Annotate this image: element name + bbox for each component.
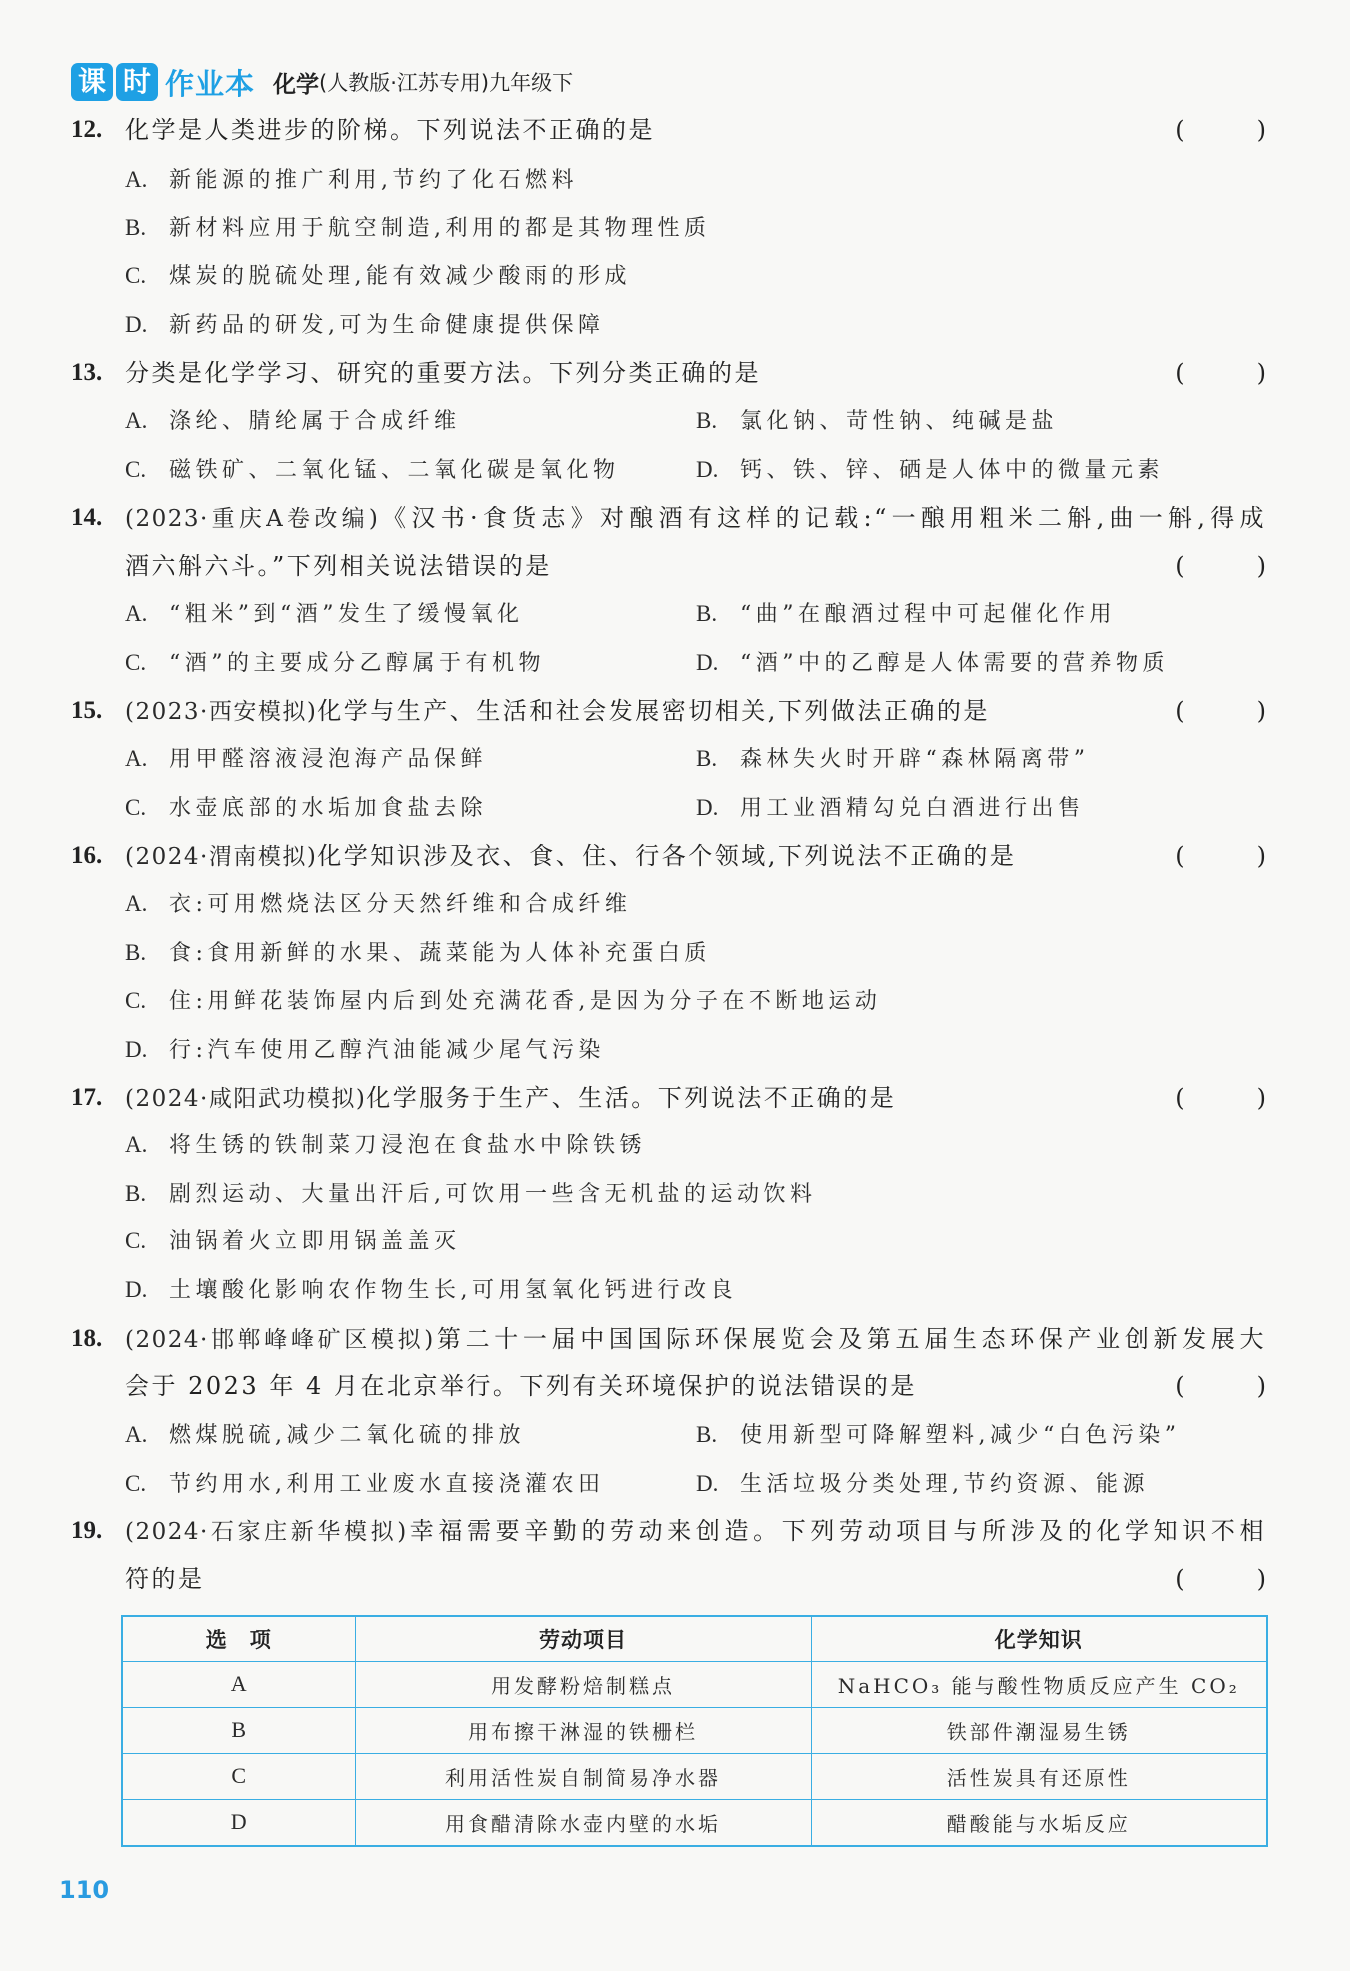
table-cell-option: D <box>122 1799 355 1846</box>
table-cell-labor-item: 用食醋清除水壶内壁的水垢 <box>355 1799 811 1846</box>
option-letter: B. <box>696 1422 718 1447</box>
option-text: 钙、铁、锌、硒是人体中的微量元素 <box>740 458 1165 483</box>
answer-bracket: ( ) <box>1175 842 1266 870</box>
question-stem <box>125 840 1016 872</box>
option-letter: D. <box>696 795 719 820</box>
question-text: 《汉书·食货志》对酿酒有这样的记载:“一酿用粗米二斛,曲一斛,得成 <box>379 504 1266 532</box>
subject-label: 化学 <box>273 71 320 98</box>
option-b <box>696 405 1058 437</box>
option-text: 涤纶、腈纶属于合成纤维 <box>169 409 461 434</box>
option-letter: B. <box>125 215 147 240</box>
question-source: (2024·咸阳武功模拟) <box>125 1086 367 1112</box>
option-text: 土壤酸化影响农作物生长,可用氢氧化钙进行改良 <box>169 1278 737 1303</box>
option-letter: D. <box>125 312 148 337</box>
question-stem <box>125 1323 1266 1355</box>
option-text: 新药品的研发,可为生命健康提供保障 <box>169 313 605 338</box>
option-d <box>696 1468 1149 1500</box>
option-letter: C. <box>125 795 147 820</box>
option-c <box>125 1225 461 1257</box>
table-cell-option: A <box>122 1661 355 1707</box>
option-text: 新能源的推广利用,节约了化石燃料 <box>169 168 578 193</box>
question-source: (2024·渭南模拟) <box>125 844 318 870</box>
option-c <box>125 260 631 292</box>
table-cell-chemistry-knowledge: 铁部件潮湿易生锈 <box>811 1707 1267 1753</box>
answer-bracket: ( ) <box>1175 552 1266 580</box>
table-header-chemistry-knowledge: 化学知识 <box>811 1616 1267 1661</box>
option-text: 燃煤脱硫,减少二氧化硫的排放 <box>169 1423 525 1448</box>
question-number: 15. <box>71 697 103 724</box>
table-cell-option: C <box>122 1753 355 1799</box>
question-source: (2024·石家庄新华模拟) <box>125 1519 408 1545</box>
question-text: 会于 2023 年 4 月在北京举行。下列有关环境保护的说法错误的是 <box>125 1372 917 1400</box>
question-source: (2023·西安模拟) <box>125 699 318 725</box>
option-text: 生活垃圾分类处理,节约资源、能源 <box>740 1472 1149 1497</box>
table-header-option: 选 项 <box>122 1616 355 1661</box>
logo-box: 时 <box>116 63 158 101</box>
page-number: 110 <box>59 1876 110 1904</box>
question-number: 16. <box>71 842 103 869</box>
option-a <box>125 598 524 630</box>
option-letter: D. <box>696 1471 719 1496</box>
option-letter: B. <box>125 1181 147 1206</box>
question-source: (2023·重庆A卷改编) <box>125 506 380 532</box>
question-stem <box>125 1082 896 1114</box>
option-text: 用甲醛溶液浸泡海产品保鲜 <box>169 747 488 772</box>
option-letter: C. <box>125 650 147 675</box>
option-d <box>125 1034 605 1066</box>
answer-bracket: ( ) <box>1175 116 1266 144</box>
option-b <box>696 743 1090 775</box>
question-text: 第二十一届中国国际环保展览会及第五届生态环保产业创新发展大 <box>434 1325 1266 1353</box>
question-text: 酒六斛六斗。”下列相关说法错误的是 <box>125 552 552 580</box>
option-c <box>125 454 620 486</box>
option-text: 行:汽车使用乙醇汽油能减少尾气污染 <box>169 1038 605 1063</box>
question-text: 化学服务于生产、生活。下列说法不正确的是 <box>366 1084 897 1112</box>
option-letter: B. <box>696 408 718 433</box>
option-text: “酒”中的乙醇是人体需要的营养物质 <box>740 651 1169 676</box>
answer-bracket: ( ) <box>1175 1084 1266 1112</box>
question-text: 幸福需要辛勤的劳动来创造。下列劳动项目与所涉及的化学知识不相 <box>407 1517 1266 1545</box>
question-stem <box>125 114 655 146</box>
option-a <box>125 1129 646 1161</box>
question-stem <box>125 695 990 727</box>
option-text: 住:用鲜花装饰屋内后到处充满花香,是因为分子在不断地运动 <box>169 989 882 1014</box>
question-stem-continued <box>125 550 552 582</box>
option-text: 煤炭的脱硫处理,能有效减少酸雨的形成 <box>169 264 631 289</box>
table-header-labor-item: 劳动项目 <box>355 1616 811 1661</box>
option-b <box>125 937 711 969</box>
option-text: “曲”在酿酒过程中可起催化作用 <box>740 602 1116 627</box>
option-letter: C. <box>125 1228 147 1253</box>
option-d <box>696 647 1169 679</box>
option-letter: A. <box>125 601 148 626</box>
question-text: 符的是 <box>125 1565 205 1593</box>
option-letter: B. <box>696 601 718 626</box>
option-c <box>125 1468 605 1500</box>
table-header-row <box>122 1616 1267 1661</box>
logo-box: 课 <box>71 63 113 101</box>
option-letter: C. <box>125 1471 147 1496</box>
option-text: 将生锈的铁制菜刀浸泡在食盐水中除铁锈 <box>169 1133 647 1158</box>
question-text: 分类是化学学习、研究的重要方法。下列分类正确的是 <box>125 359 761 387</box>
table-row <box>122 1753 1267 1799</box>
question-text: 化学与生产、生活和社会发展密切相关,下列做法正确的是 <box>317 697 990 725</box>
answer-bracket: ( ) <box>1175 697 1266 725</box>
logo-text: 作业本 <box>165 66 256 101</box>
option-letter: D. <box>125 1037 148 1062</box>
option-letter: D. <box>696 650 719 675</box>
question-stem-continued <box>125 1563 205 1595</box>
option-letter: A. <box>125 167 148 192</box>
option-text: 磁铁矿、二氧化锰、二氧化碳是氧化物 <box>169 458 620 483</box>
option-d <box>125 309 605 341</box>
question-stem <box>125 357 761 389</box>
table-cell-labor-item: 用布擦干淋湿的铁栅栏 <box>355 1707 811 1753</box>
question-text: 化学知识涉及衣、食、住、行各个领域,下列说法不正确的是 <box>317 842 1017 870</box>
table-cell-labor-item: 利用活性炭自制简易净水器 <box>355 1753 811 1799</box>
option-text: 节约用水,利用工业废水直接浇灌农田 <box>169 1472 605 1497</box>
option-a <box>125 405 461 437</box>
question-stem-continued <box>125 1370 917 1402</box>
option-letter: C. <box>125 988 147 1013</box>
option-c <box>125 985 881 1017</box>
option-letter: B. <box>125 940 147 965</box>
table-cell-option: B <box>122 1707 355 1753</box>
option-a <box>125 1419 525 1451</box>
option-b <box>696 598 1116 630</box>
option-d <box>125 1274 737 1306</box>
option-a <box>125 888 631 920</box>
option-text: “酒”的主要成分乙醇属于有机物 <box>169 651 545 676</box>
table-cell-labor-item: 用发酵粉焙制糕点 <box>355 1661 811 1707</box>
option-a <box>125 164 578 196</box>
option-letter: A. <box>125 408 148 433</box>
question-number: 14. <box>71 504 103 531</box>
answer-bracket: ( ) <box>1175 1565 1266 1593</box>
table-cell-chemistry-knowledge: 醋酸能与水垢反应 <box>811 1799 1267 1846</box>
option-b <box>125 212 711 244</box>
option-c <box>125 792 487 824</box>
option-text: “粗米”到“酒”发生了缓慢氧化 <box>169 602 524 627</box>
table-cell-chemistry-knowledge: 活性炭具有还原性 <box>811 1753 1267 1799</box>
table-row <box>122 1799 1267 1846</box>
option-letter: A. <box>125 891 148 916</box>
answer-bracket: ( ) <box>1175 359 1266 387</box>
option-text: 使用新型可降解塑料,减少“白色污染” <box>740 1423 1181 1448</box>
option-letter: C. <box>125 263 147 288</box>
option-d <box>696 454 1164 486</box>
page-header <box>71 62 573 102</box>
table-row <box>122 1661 1267 1707</box>
option-text: 衣:可用燃烧法区分天然纤维和合成纤维 <box>169 892 632 917</box>
question-number: 19. <box>71 1517 103 1544</box>
labor-knowledge-table <box>121 1615 1268 1847</box>
option-text: 水壶底部的水垢加食盐去除 <box>169 796 488 821</box>
question-number: 13. <box>71 359 103 386</box>
option-text: 剧烈运动、大量出汗后,可饮用一些含无机盐的运动饮料 <box>169 1182 817 1207</box>
option-a <box>125 743 487 775</box>
option-letter: C. <box>125 457 147 482</box>
option-letter: A. <box>125 746 148 771</box>
option-c <box>125 647 545 679</box>
question-text: 化学是人类进步的阶梯。下列说法不正确的是 <box>125 116 655 144</box>
option-letter: A. <box>125 1132 148 1157</box>
question-stem <box>125 1515 1266 1547</box>
option-letter: B. <box>696 746 718 771</box>
question-number: 17. <box>71 1084 103 1111</box>
table-cell-chemistry-knowledge: NaHCO₃ 能与酸性物质反应产生 CO₂ <box>811 1661 1267 1707</box>
table-row <box>122 1707 1267 1753</box>
option-b <box>125 1178 817 1210</box>
option-text: 新材料应用于航空制造,利用的都是其物理性质 <box>169 216 711 241</box>
option-text: 油锅着火立即用锅盖盖灭 <box>169 1229 461 1254</box>
option-letter: D. <box>125 1277 148 1302</box>
question-source: (2024·邯郸峰峰矿区模拟) <box>125 1327 435 1353</box>
option-text: 用工业酒精勾兑白酒进行出售 <box>740 796 1085 821</box>
option-d <box>696 792 1085 824</box>
answer-bracket: ( ) <box>1175 1372 1266 1400</box>
question-number: 12. <box>71 116 103 143</box>
question-number: 18. <box>71 1325 103 1352</box>
option-b <box>696 1419 1181 1451</box>
option-letter: A. <box>125 1422 148 1447</box>
question-stem <box>125 502 1266 534</box>
option-text: 食:食用新鲜的水果、蔬菜能为人体补充蛋白质 <box>169 941 711 966</box>
edition-label: (人教版·江苏专用)九年级下 <box>319 71 574 95</box>
option-letter: D. <box>696 457 719 482</box>
option-text: 氯化钠、苛性钠、纯碱是盐 <box>740 409 1059 434</box>
option-text: 森林失火时开辟“森林隔离带” <box>740 747 1090 772</box>
